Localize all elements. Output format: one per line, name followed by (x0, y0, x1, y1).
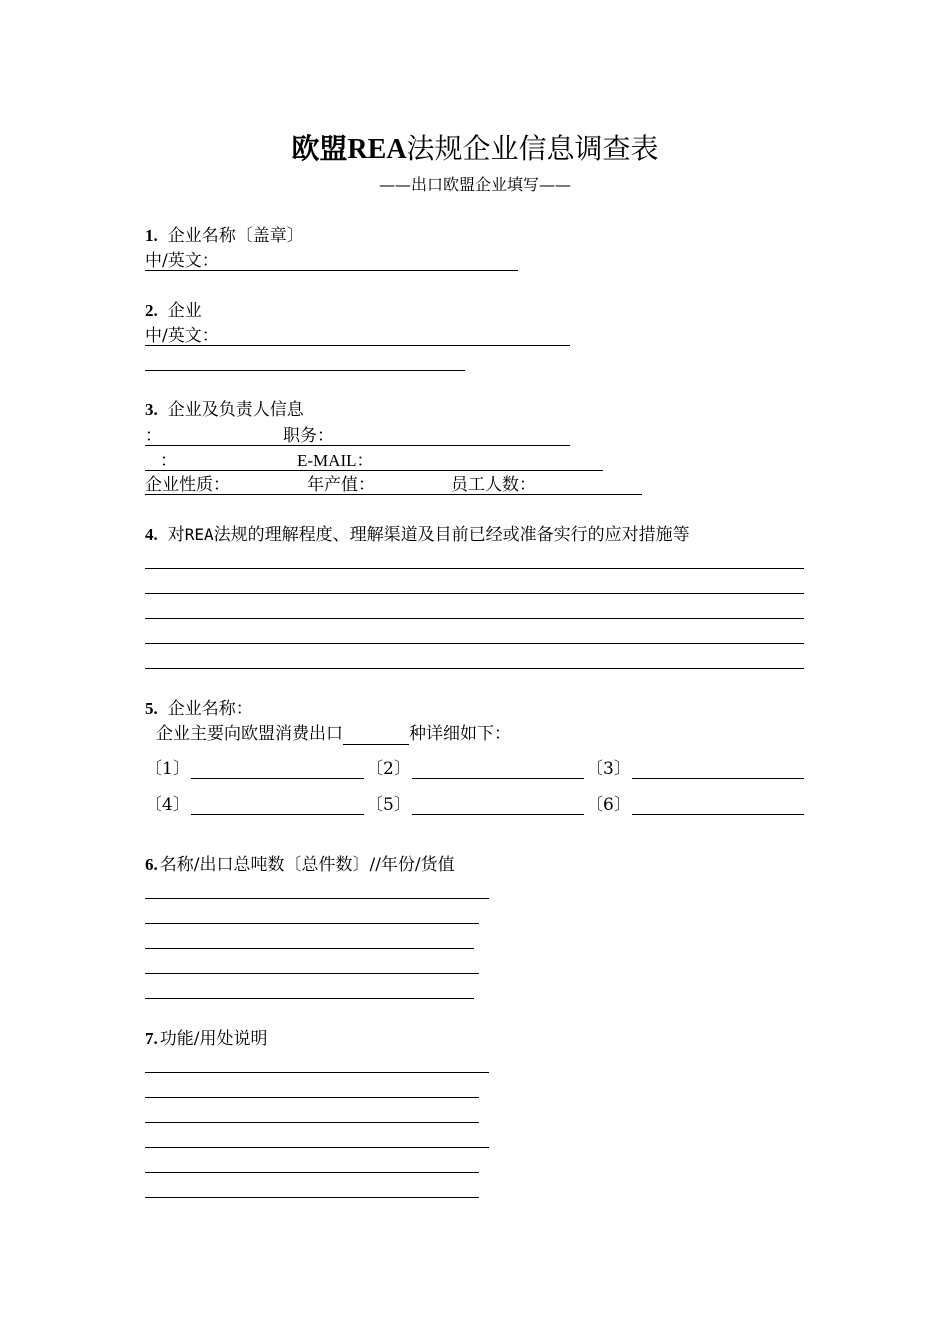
product-item-6-field[interactable] (632, 814, 804, 815)
product-item-3-field[interactable] (632, 778, 804, 779)
section-6-heading (145, 854, 455, 876)
section-3-number: 3. (145, 400, 158, 419)
function-field-1[interactable] (145, 1072, 489, 1073)
product-item-2-field[interactable] (412, 778, 584, 779)
function-field-4[interactable] (145, 1147, 489, 1148)
function-field-5[interactable] (145, 1172, 479, 1173)
section-4-title-rea: REA (184, 525, 214, 544)
understanding-field-2[interactable] (145, 593, 804, 594)
title-rest-part: 法规企业信息调查表 (406, 132, 659, 165)
product-item-1-label: 〔1〕 (145, 759, 190, 779)
product-item-5-label: 〔5〕 (366, 795, 411, 815)
phone-email-field[interactable] (145, 470, 603, 471)
document-subtitle: ——出口欧盟企业填写—— (378, 175, 571, 194)
section-1-heading (145, 225, 304, 247)
company-address-label: 中/英文： (145, 326, 219, 346)
company-name-field[interactable] (145, 270, 518, 271)
product-item-5-field[interactable] (412, 814, 584, 815)
section-6-title: 名称/出口总吨数〔总件数〕//年份/货值 (159, 855, 455, 875)
company-address-field-1[interactable] (145, 345, 570, 346)
section-2-title: 企业 (167, 301, 202, 321)
function-field-2[interactable] (145, 1097, 479, 1098)
export-count-pre: 企业主要向欧盟消费出口 (156, 724, 343, 744)
export-volume-field-3[interactable] (145, 948, 474, 949)
section-1-number: 1. (145, 226, 158, 245)
section-5-number: 5. (145, 699, 158, 718)
contact-position-field[interactable] (145, 445, 570, 446)
section-1-title: 企业名称〔盖章〕 (167, 226, 304, 246)
section-2-heading (145, 300, 202, 322)
product-item-2-label: 〔2〕 (366, 759, 411, 779)
annual-output-label: 年产值： (307, 475, 375, 495)
section-4-number: 4. (145, 525, 158, 544)
section-3-heading (145, 399, 304, 421)
company-name-label: 中/英文： (145, 251, 219, 271)
understanding-field-5[interactable] (145, 668, 804, 669)
section-5-heading (145, 698, 253, 720)
product-item-6-label: 〔6〕 (586, 795, 631, 815)
function-field-3[interactable] (145, 1122, 479, 1123)
export-volume-field-1[interactable] (145, 898, 489, 899)
export-volume-field-2[interactable] (145, 923, 479, 924)
function-field-6[interactable] (145, 1197, 479, 1198)
section-7-title: 功能/用处说明 (159, 1029, 268, 1049)
employee-count-label: 员工人数： (451, 475, 536, 495)
position-label: 职务： (283, 426, 334, 446)
company-stats-field[interactable] (145, 494, 642, 495)
export-count-post: 种详细如下： (409, 724, 511, 744)
section-5-title: 企业名称： (167, 699, 253, 719)
section-4-heading (145, 524, 690, 546)
document-title (0, 130, 950, 169)
product-item-1-field[interactable] (191, 778, 364, 779)
product-item-4-label: 〔4〕 (145, 795, 190, 815)
section-7-heading (145, 1028, 267, 1050)
title-bold-part: 欧盟REA (291, 134, 407, 165)
understanding-field-3[interactable] (145, 618, 804, 619)
section-2-number: 2. (145, 301, 158, 320)
section-4-title-post: 法规的理解程度、理解渠道及目前已经或准备实行的应对措施等 (213, 525, 690, 545)
understanding-field-4[interactable] (145, 643, 804, 644)
section-7-number: 7. (145, 1029, 158, 1048)
export-volume-field-4[interactable] (145, 973, 479, 974)
product-item-3-label: 〔3〕 (586, 759, 631, 779)
product-item-4-field[interactable] (191, 814, 364, 815)
section-6-number: 6. (145, 855, 158, 874)
section-4-title-pre: 对 (167, 525, 185, 545)
export-volume-field-5[interactable] (145, 998, 474, 999)
contact-name-label: ： (145, 426, 162, 446)
company-nature-label: 企业性质： (145, 475, 230, 495)
company-address-field-2[interactable] (145, 370, 465, 371)
export-count-sentence (156, 723, 511, 745)
understanding-field-1[interactable] (145, 568, 804, 569)
section-3-title: 企业及负责人信息 (167, 400, 304, 420)
email-label: E-MAIL： (297, 451, 374, 470)
phone-label: ： (160, 451, 177, 471)
export-count-field[interactable] (343, 725, 409, 745)
